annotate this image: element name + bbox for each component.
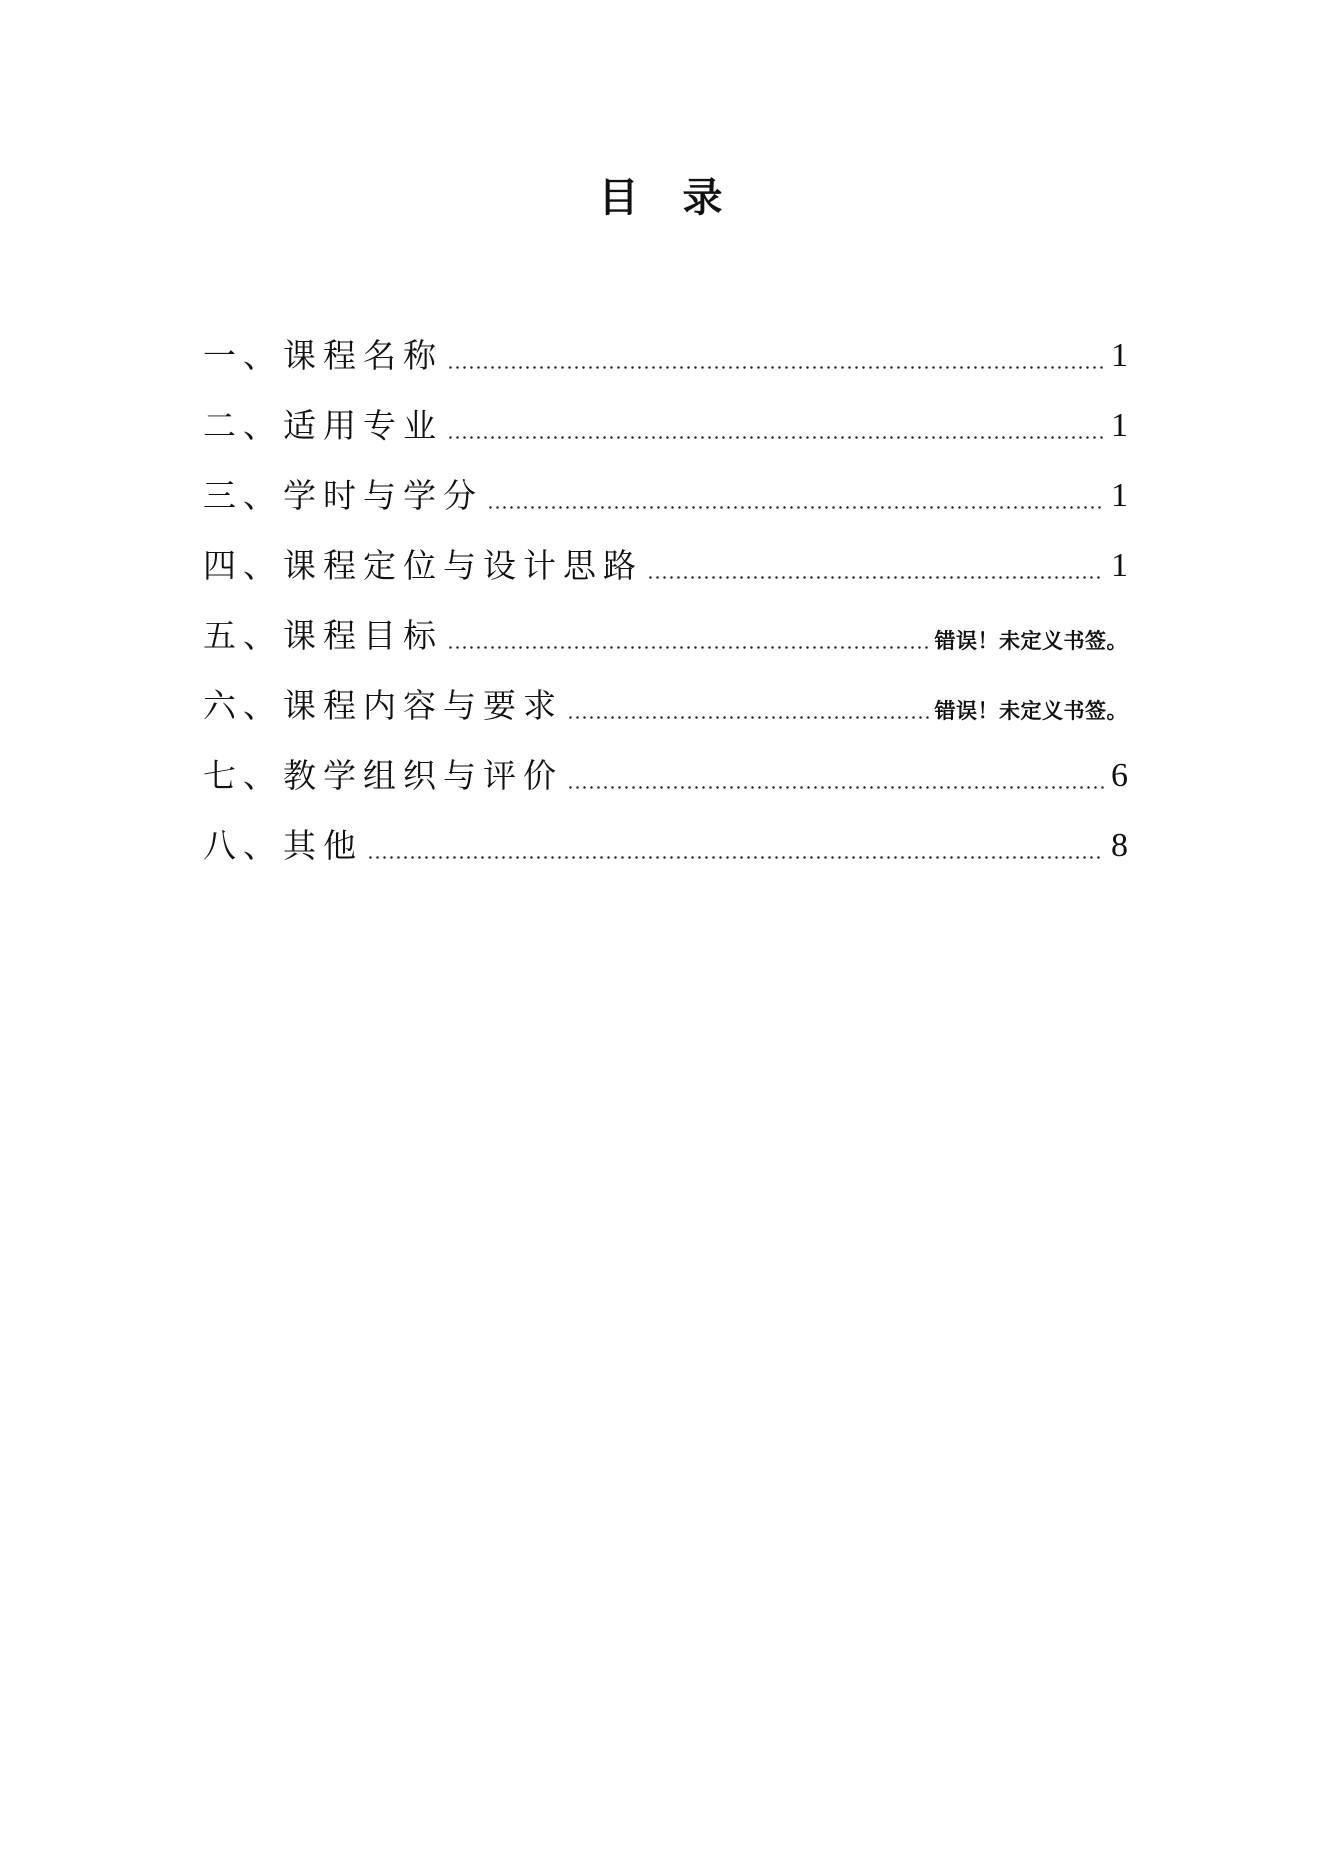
toc-entry-label[interactable]: 七、教学组织与评价 — [203, 756, 563, 795]
toc-entry-label[interactable]: 二、适用专业 — [203, 406, 443, 445]
toc-leader-dots — [447, 366, 1104, 369]
toc-entry-page-error[interactable]: 错误！未定义书签。 — [934, 699, 1128, 723]
toc-entry-label[interactable]: 四、课程定位与设计思路 — [203, 546, 643, 585]
toc-list — [203, 308, 1128, 868]
toc-entry-page[interactable]: 8 — [1111, 827, 1128, 864]
toc-entry[interactable] — [203, 378, 1128, 448]
toc-entry-label[interactable]: 五、课程目标 — [203, 616, 443, 655]
toc-entry-label[interactable]: 八、其他 — [203, 826, 363, 865]
toc-entry[interactable] — [203, 658, 1128, 728]
toc-leader-dots — [367, 856, 1104, 859]
toc-entry-page[interactable]: 1 — [1111, 407, 1128, 444]
toc-entry-page[interactable]: 1 — [1111, 547, 1128, 584]
toc-entry-page[interactable]: 1 — [1111, 477, 1128, 514]
toc-entry[interactable] — [203, 448, 1128, 518]
toc-entry-label[interactable]: 六、课程内容与要求 — [203, 686, 563, 725]
toc-leader-dots — [567, 786, 1104, 789]
toc-leader-dots — [567, 716, 929, 719]
toc-leader-dots — [447, 646, 929, 649]
toc-entry-page[interactable]: 6 — [1111, 757, 1128, 794]
toc-entry[interactable] — [203, 588, 1128, 658]
toc-entry-page-error[interactable]: 错误！未定义书签。 — [934, 629, 1128, 653]
toc-leader-dots — [647, 576, 1104, 579]
toc-entry-label[interactable]: 一、课程名称 — [203, 336, 443, 375]
toc-entry[interactable] — [203, 518, 1128, 588]
toc-entry-page[interactable]: 1 — [1111, 337, 1128, 374]
toc-entry[interactable] — [203, 308, 1128, 378]
toc-title: 目 录 — [598, 175, 725, 221]
toc-leader-dots — [487, 506, 1104, 509]
toc-leader-dots — [447, 436, 1104, 439]
toc-entry[interactable] — [203, 798, 1128, 868]
toc-entry-label[interactable]: 三、学时与学分 — [203, 476, 483, 515]
toc-entry[interactable] — [203, 728, 1128, 798]
